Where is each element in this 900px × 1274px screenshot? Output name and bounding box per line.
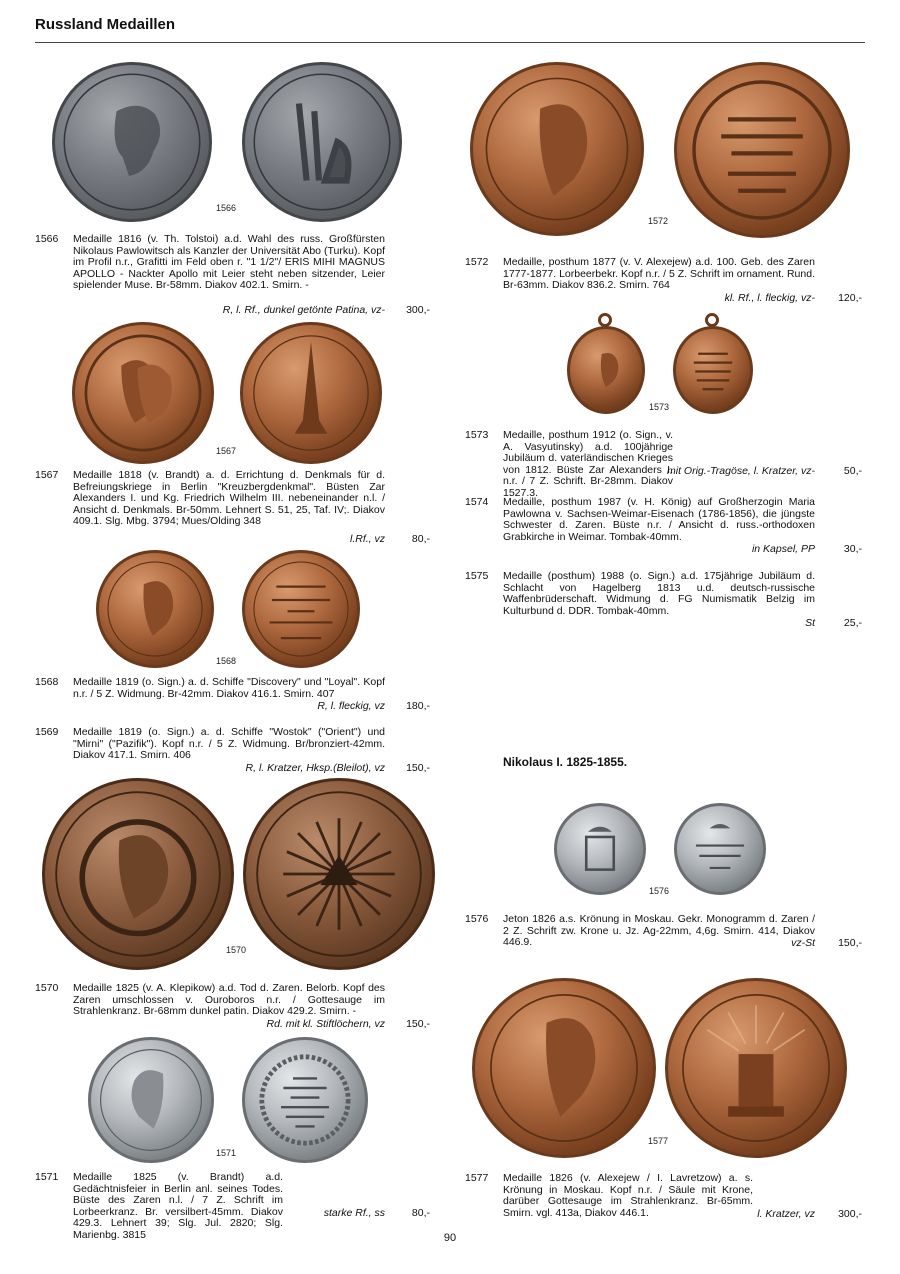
lot-price: 150,- <box>406 762 430 774</box>
lot-number: 1570 <box>35 982 59 994</box>
coin-1576-reverse-image <box>674 803 766 895</box>
coin-1571-reverse-image <box>242 1037 368 1163</box>
header-rule <box>35 42 865 43</box>
lot-price: 25,- <box>843 617 862 629</box>
coin-1568-reverse-image <box>242 550 360 668</box>
lot-1567-entry <box>35 470 430 550</box>
lot-1576-entry <box>465 914 862 964</box>
coin-1567-reverse-image <box>240 322 382 464</box>
lot-price: 180,- <box>406 700 430 712</box>
lot-1573-entry <box>465 429 862 499</box>
lot-price: 80,- <box>411 1207 430 1219</box>
lot-description: Medaille, posthum 1912 (o. Sign., v. A. Vasyutinsky) a.d. 100jährige Jubiläum d. vaterländischen Krieges von 1812. Büste Zar Alexanders I. n.r. / 7 Z. Schrift. Br-28mm. Diakov 1527.3. <box>503 429 673 499</box>
lot-description: Medaille 1826 (v. Alexejew / I. Lavretzow) a. s. Krönung in Moskau. Kopf n.r. / Säule mit Krone, darüber Gottesauge im Strahlenkranz. Br-65mm. Smirn. vgl. 413a, Diakov 446.1. <box>503 1172 753 1219</box>
lot-number: 1574 <box>465 496 489 508</box>
lot-price: 150,- <box>406 1018 430 1030</box>
coin-1573-obverse-image <box>567 326 645 414</box>
coin-1570-obverse-image <box>42 778 234 970</box>
lot-number: 1575 <box>465 570 489 582</box>
coin-1573-reverse-image <box>673 326 753 414</box>
lot-number: 1572 <box>465 256 489 268</box>
lot-grade: starke Rf., ss <box>323 1207 385 1219</box>
coin-1568-label: 1568 <box>216 656 237 666</box>
coin-1567-obverse-image <box>72 322 214 464</box>
coin-1577-label: 1577 <box>648 1136 669 1146</box>
lot-price: 120,- <box>838 292 862 304</box>
lot-description: Medaille 1825 (v. A. Klepikow) a.d. Tod d. Zaren. Belorb. Kopf des Zaren umschlossen v. Ouroboros n.r. / Gottesauge im Strahlenkranz. Br-68mm dunkel patin. Diakov 429.2. Smirn. - <box>73 982 385 1017</box>
coin-1576-label: 1576 <box>649 886 670 896</box>
coin-1572-label: 1572 <box>648 216 669 226</box>
lot-price: 50,- <box>843 465 862 477</box>
lot-1577-entry <box>465 1173 862 1223</box>
coin-1573-obverse-loop <box>598 313 612 327</box>
lot-1571-entry <box>35 1171 430 1241</box>
lot-description: Medaille 1819 (o. Sign.) a. d. Schiffe "Wostok" ("Orient") und "Mirni" ("Pazifik"). Kopf n.r. / 5 Z. Widmung. Br/bronziert-42mm. Diakov 417.1. Smirn. 406 <box>73 726 385 761</box>
coin-1571-label: 1571 <box>216 1148 237 1158</box>
coin-1566-reverse-image <box>242 62 402 222</box>
lot-number: 1569 <box>35 726 59 738</box>
lot-1569-entry <box>35 727 430 777</box>
lot-grade: R, l. fleckig, vz <box>317 700 385 712</box>
lot-description: Jeton 1826 a.s. Krönung in Moskau. Gekr. Monogramm d. Zaren / 2 Z. Schrift zw. Krone u. Jz. Ag-22mm, 4,6g. Smirn. 414, Diakov 446.9. <box>503 913 815 948</box>
lot-grade: R, l. Kratzer, Hksp.(Bleilot), vz <box>245 762 385 774</box>
lot-1566-entry <box>35 234 430 319</box>
lot-1568-entry <box>35 677 430 713</box>
lot-price: 80,- <box>411 533 430 545</box>
coin-1571-obverse-image <box>88 1037 214 1163</box>
coin-1576-obverse-image <box>554 803 646 895</box>
lot-number: 1573 <box>465 429 489 441</box>
lot-number: 1567 <box>35 469 59 481</box>
lot-grade: R, l. Rf., dunkel getönte Patina, vz- <box>222 304 385 316</box>
lot-description: Medaille 1825 (v. Brandt) a.d. Gedächtnisfeier in Berlin anl. seines Todes. Büste des Zaren n.l. / 7 Z. Schrift im Lorbeerkranz. Br. versilbert-45mm. Diakov 429.3. Lehnert 39; Slg. Jul. 2820; Slg. Marienbg. 3815 <box>73 1171 283 1241</box>
lot-description: Medaille, posthum 1987 (v. H. König) auf Großherzogin Maria Pawlowna v. Sachsen-Weimar-Eisenach (1786-1856), die jüngste Schwester d. Zaren. Büste n.r. / Ansicht d. russ.-orthodoxen Grabkirche in Weimar. Tombak-40mm. <box>503 496 815 543</box>
lot-1575-entry <box>465 571 862 631</box>
lot-price: 300,- <box>406 304 430 316</box>
lot-number: 1576 <box>465 913 489 925</box>
lot-number: 1577 <box>465 1172 489 1184</box>
coin-1577-reverse-image <box>665 978 847 1158</box>
lot-price: 30,- <box>843 543 862 555</box>
page-number: 90 <box>443 1232 457 1244</box>
lot-1570-entry <box>35 983 430 1033</box>
lot-1574-entry <box>465 497 862 557</box>
coin-1572-reverse-image <box>674 62 850 238</box>
lot-description: Medaille (posthum) 1988 (o. Sign.) a.d. 175jährige Jubiläum d. Schlacht von Hagelberg 1813 u.d. deutsch-russische Waffenbrüderschaft. Widmung d. FG Numismatik Belzig im Kulturbund d. DDR. Tombak-40mm. <box>503 570 815 617</box>
lot-description: Medaille, posthum 1877 (v. V. Alexejew) a.d. 100. Geb. des Zaren 1777-1877. Lorbeerbekr. Kopf n.r. / 5 Z. Schrift im ornament. Rund. Br-63mm. Diakov 836.2. Smirn. 764 <box>503 256 815 291</box>
lot-description: Medaille 1818 (v. Brandt) a. d. Errichtung d. Denkmals für d. Befreiungskriege in Berlin "Kreuzbergdenkmal". Büsten Zar Alexanders I. und Kg. Friedrich Wilhelm III. nebeneinander n.l. / Ansicht d. Denkmals. Br-50mm. Lehnert S. 51, 25, Taf. IV;. Diakov 409.1. Slg. Mbg. 3794; Mues/Olding 348 <box>73 469 385 527</box>
coin-1570-label: 1570 <box>226 945 247 955</box>
coin-1567-label: 1567 <box>216 446 237 456</box>
coin-1573-label: 1573 <box>649 402 670 412</box>
coin-1577-obverse-image <box>472 978 656 1158</box>
lot-grade: vz-St <box>791 937 815 949</box>
coin-1568-obverse-image <box>96 550 214 668</box>
lot-grade: St <box>805 617 815 629</box>
lot-number: 1566 <box>35 233 59 245</box>
lot-grade: in Kapsel, PP <box>751 543 815 555</box>
lot-description: Medaille 1819 (o. Sign.) a. d. Schiffe "Discovery" und "Loyal". Kopf n.r. / 5 Z. Widmung. Br-42mm. Diakov 416.1. Smirn. 407 <box>73 676 385 700</box>
lot-grade: l.Rf., vz <box>349 533 385 545</box>
lot-grade: Rd. mit kl. Stiftlöchern, vz <box>266 1018 385 1030</box>
lot-grade: mit Orig.-Tragöse, l. Kratzer, vz- <box>667 465 815 477</box>
lot-number: 1571 <box>35 1171 59 1183</box>
coin-1572-obverse-image <box>470 62 644 236</box>
coin-1570-reverse-image <box>243 778 435 970</box>
lot-grade: kl. Rf., l. fleckig, vz- <box>724 292 815 304</box>
coin-1573-reverse-loop <box>705 313 719 327</box>
lot-price: 150,- <box>838 937 862 949</box>
coin-1566-obverse-image <box>52 62 212 222</box>
lot-price: 300,- <box>838 1208 862 1220</box>
lot-grade: l. Kratzer, vz <box>757 1208 815 1220</box>
page-header-title: Russland Medaillen <box>35 16 176 33</box>
section-heading: Nikolaus I. 1825-1855. <box>503 755 628 769</box>
lot-1572-entry <box>465 257 862 307</box>
lot-number: 1568 <box>35 676 59 688</box>
coin-1566-label: 1566 <box>216 203 237 213</box>
lot-description: Medaille 1816 (v. Th. Tolstoi) a.d. Wahl des russ. Großfürsten Nikolaus Pawlowitsch als Kanzler der Universität Abo (Turku). Kopf im Profil n.r., Grafitti im Feld oben r. "1 1/2"/ ERIS MIHI MAGNUS APOLLO - Nackter Apollo mit Leier steht neben sitzender, Leier spielender Muse. Br-58mm. Diakov 402.1. Smirn. - <box>73 233 385 291</box>
